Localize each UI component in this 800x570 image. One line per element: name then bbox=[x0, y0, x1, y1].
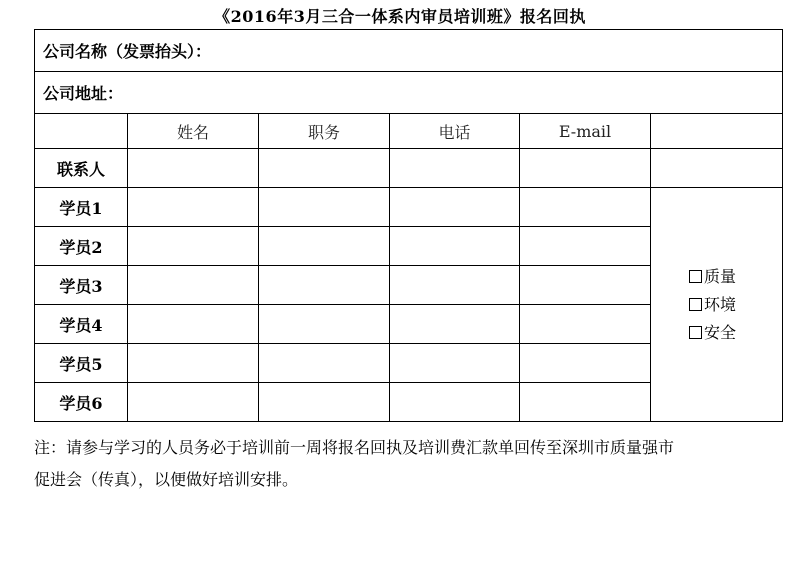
student-5-phone-cell[interactable] bbox=[390, 344, 520, 383]
student-2-name-cell[interactable] bbox=[128, 227, 259, 266]
student-3-position-cell[interactable] bbox=[259, 266, 390, 305]
column-header-phone: 电话 bbox=[390, 114, 520, 149]
header-blank-cell-right bbox=[651, 114, 783, 149]
registration-table bbox=[34, 29, 783, 422]
row-label-student-2: 学员2 bbox=[35, 227, 128, 266]
row-label-student-1: 学员1 bbox=[35, 188, 128, 227]
student-2-phone-cell[interactable] bbox=[390, 227, 520, 266]
column-header-position: 职务 bbox=[259, 114, 390, 149]
contact-extra-cell[interactable] bbox=[651, 149, 783, 188]
checkbox-icon[interactable] bbox=[689, 326, 702, 339]
column-header-name: 姓名 bbox=[128, 114, 259, 149]
row-label-student-6: 学员6 bbox=[35, 383, 128, 422]
student-3-name-cell[interactable] bbox=[128, 266, 259, 305]
student-1-email-cell[interactable] bbox=[520, 188, 651, 227]
student-6-email-cell[interactable] bbox=[520, 383, 651, 422]
contact-name-cell[interactable] bbox=[128, 149, 259, 188]
company-address-field[interactable] bbox=[35, 72, 783, 114]
student-5-name-cell[interactable] bbox=[128, 344, 259, 383]
option-safety-label: 安全 bbox=[704, 322, 737, 342]
student-4-email-cell[interactable] bbox=[520, 305, 651, 344]
student-5-email-cell[interactable] bbox=[520, 344, 651, 383]
company-name-label: 公司名称（发票抬头）： bbox=[43, 42, 212, 61]
company-name-row bbox=[35, 30, 783, 72]
row-label-student-4: 学员4 bbox=[35, 305, 128, 344]
option-quality-label: 质量 bbox=[704, 266, 737, 286]
row-label-student-5: 学员5 bbox=[35, 344, 128, 383]
student-2-email-cell[interactable] bbox=[520, 227, 651, 266]
company-address-row bbox=[35, 72, 783, 114]
student-4-name-cell[interactable] bbox=[128, 305, 259, 344]
option-safety[interactable] bbox=[689, 319, 782, 347]
option-environment-label: 环境 bbox=[704, 294, 737, 314]
student-6-position-cell[interactable] bbox=[259, 383, 390, 422]
checkbox-icon[interactable] bbox=[689, 270, 702, 283]
student-6-name-cell[interactable] bbox=[128, 383, 259, 422]
student-1-name-cell[interactable] bbox=[128, 188, 259, 227]
header-row bbox=[35, 114, 783, 149]
checkbox-icon[interactable] bbox=[689, 298, 702, 311]
column-header-email: E-mail bbox=[520, 114, 651, 149]
student-2-position-cell[interactable] bbox=[259, 227, 390, 266]
course-options bbox=[651, 263, 782, 347]
student-1-phone-cell[interactable] bbox=[390, 188, 520, 227]
company-address-label: 公司地址： bbox=[43, 84, 124, 103]
student-3-phone-cell[interactable] bbox=[390, 266, 520, 305]
row-label-contact: 联系人 bbox=[35, 149, 128, 188]
header-blank-cell bbox=[35, 114, 128, 149]
student-1-position-cell[interactable] bbox=[259, 188, 390, 227]
contact-email-cell[interactable] bbox=[520, 149, 651, 188]
student-3-email-cell[interactable] bbox=[520, 266, 651, 305]
option-environment[interactable] bbox=[689, 291, 782, 319]
student-5-position-cell[interactable] bbox=[259, 344, 390, 383]
note-line-1: 注：请参与学习的人员务必于培训前一周将报名回执及培训费汇款单回传至深圳市质量强市 bbox=[34, 438, 675, 457]
option-quality[interactable] bbox=[689, 263, 782, 291]
table-row bbox=[35, 149, 783, 188]
student-4-phone-cell[interactable] bbox=[390, 305, 520, 344]
table-row bbox=[35, 188, 783, 227]
contact-phone-cell[interactable] bbox=[390, 149, 520, 188]
registration-note bbox=[34, 432, 786, 496]
course-options-cell bbox=[651, 188, 783, 422]
student-4-position-cell[interactable] bbox=[259, 305, 390, 344]
row-label-student-3: 学员3 bbox=[35, 266, 128, 305]
student-6-phone-cell[interactable] bbox=[390, 383, 520, 422]
company-name-field[interactable] bbox=[35, 30, 783, 72]
note-line-2: 促进会（传真），以便做好培训安排。 bbox=[34, 470, 299, 489]
contact-position-cell[interactable] bbox=[259, 149, 390, 188]
form-title: 《2016年3月三合一体系内审员培训班》报名回执 bbox=[214, 7, 586, 26]
